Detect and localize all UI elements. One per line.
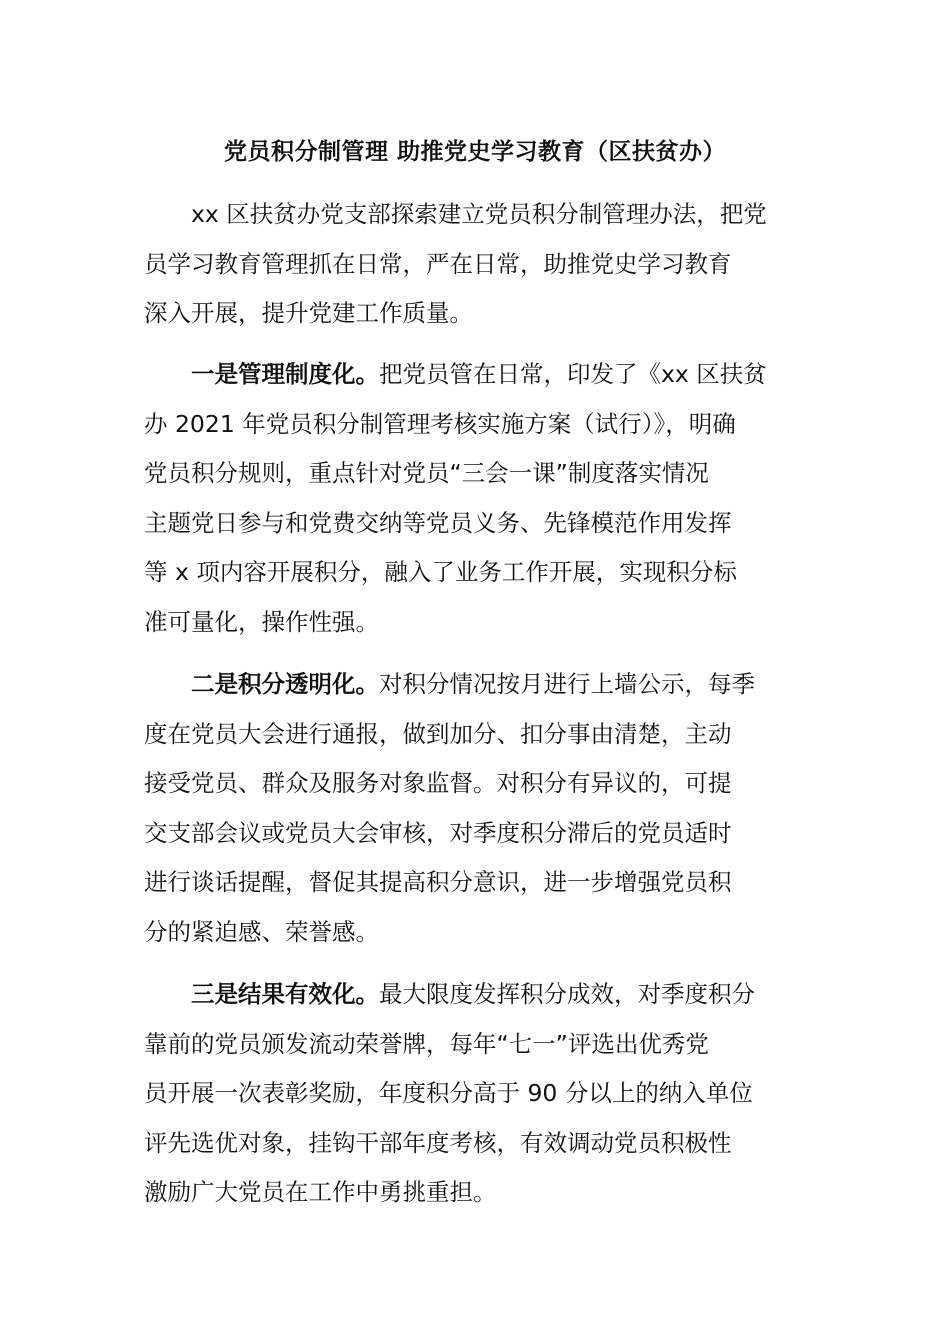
paragraph-first-line xyxy=(144,350,808,400)
paragraph-line: 进行谈话提醒，督促其提高积分意识，进一步增强党员积 xyxy=(144,868,732,897)
section-lead: 三是结果有效化。 xyxy=(191,980,379,1008)
paragraph-first-line xyxy=(144,970,808,1020)
paragraph-line: 主题党日参与和党费交纳等党员义务、先锋模范作用发挥 xyxy=(144,508,732,537)
paragraph-line: 激励广大党员在工作中勇挑重担。 xyxy=(144,1178,497,1207)
section-lead: 一是管理制度化。 xyxy=(191,360,379,388)
section-management-institutionalized xyxy=(144,350,808,648)
paragraph-line: 等 x 项内容开展积分，融入了业务工作开展，实现积分标 xyxy=(144,558,737,587)
paragraph-text: 对积分情况按月进行上墙公示，每季 xyxy=(379,670,755,698)
paragraph-line: xx 区扶贫办党支部探索建立党员积分制管理办法，把党 xyxy=(191,200,767,228)
paragraph-text: 把党员管在日常，印发了《xx 区扶贫 xyxy=(379,360,767,388)
paragraph-text: 最大限度发挥积分成效，对季度积分 xyxy=(379,980,755,1008)
section-lead: 二是积分透明化。 xyxy=(191,670,379,698)
paragraph-line: 分的紧迫感、荣誉感。 xyxy=(144,917,379,946)
paragraph-line: 办 2021 年党员积分制管理考核实施方案（试行）》，明确 xyxy=(144,409,736,438)
paragraph-line: 接受党员、群众及服务对象监督。对积分有异议的，可提 xyxy=(144,769,732,798)
intro-paragraph xyxy=(144,190,808,339)
document-title: 党员积分制管理 助推党史学习教育（区扶贫办） xyxy=(223,139,726,165)
paragraph-line: 员开展一次表彰奖励，年度积分高于 90 分以上的纳入单位 xyxy=(144,1079,753,1108)
paragraph-line: 准可量化，操作性强。 xyxy=(144,607,379,636)
section-points-transparency xyxy=(144,660,808,958)
paragraph-line: 深入开展，提升党建工作质量。 xyxy=(144,299,473,328)
section-results-effectiveness xyxy=(144,970,808,1218)
paragraph-line: 靠前的党员颁发流动荣誉牌，每年“七一”评选出优秀党 xyxy=(144,1029,709,1058)
paragraph-line: 度在党员大会进行通报，做到加分、扣分事由清楚，主动 xyxy=(144,719,732,748)
paragraph-first-line xyxy=(144,660,808,710)
paragraph-line: 党员积分规则，重点针对党员“三会一课”制度落实情况 xyxy=(144,459,709,488)
paragraph-line: 交支部会议或党员大会审核，对季度积分滞后的党员适时 xyxy=(144,818,732,847)
paragraph-line: 评先选优对象，挂钩干部年度考核，有效调动党员积极性 xyxy=(144,1128,732,1157)
paragraph-line: 员学习教育管理抓在日常，严在日常，助推党史学习教育 xyxy=(144,249,732,278)
